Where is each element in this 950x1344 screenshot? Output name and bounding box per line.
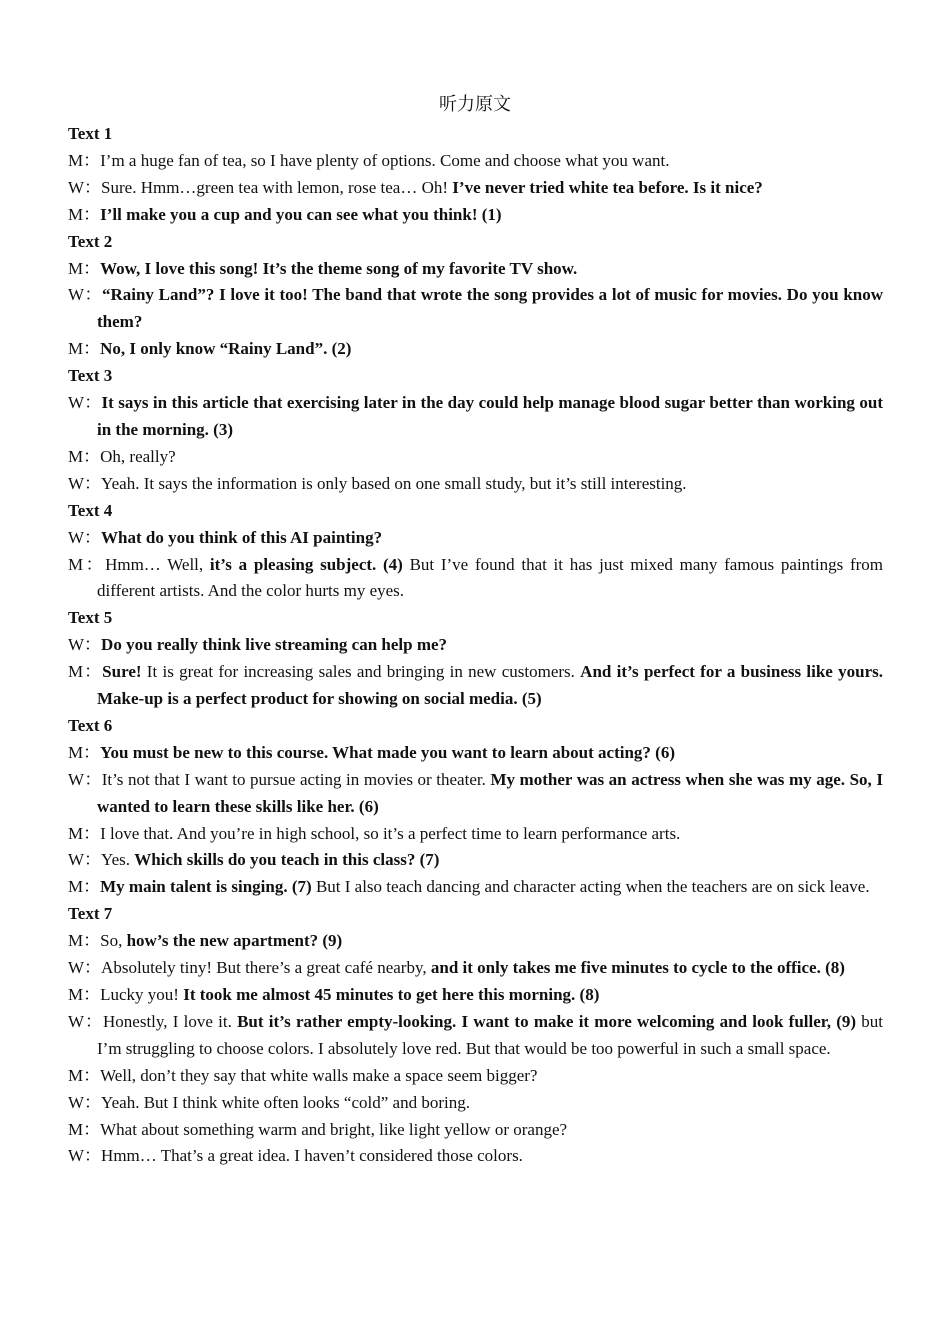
speaker-label: M： <box>68 823 101 843</box>
dialogue-line <box>68 740 883 767</box>
key-phrase: Do you really think live streaming can help me? <box>101 635 448 655</box>
transcript-body <box>68 121 883 1170</box>
dialogue-text: Hmm… That’s a great idea. I haven’t considered those colors. <box>101 1146 523 1166</box>
dialogue-line <box>68 390 883 444</box>
dialogue-line <box>68 256 883 283</box>
dialogue-text: Honestly, I love it. <box>103 1011 238 1031</box>
dialogue-line <box>68 471 883 498</box>
dialogue-line <box>68 821 883 848</box>
dialogue-line <box>68 552 883 606</box>
key-phrase: You must be new to this course. What made you want to learn about acting? (6) <box>100 742 675 762</box>
dialogue-line <box>68 847 883 874</box>
dialogue-text: Hmm… Well, <box>105 554 210 574</box>
section-heading: Text 4 <box>68 500 113 520</box>
speaker-label: M： <box>68 662 103 682</box>
key-phrase: Wow, I love this song! It’s the theme song of my favorite TV show. <box>100 258 578 278</box>
key-phrase: I’ve never tried white tea before. Is it nice? <box>452 177 763 197</box>
speaker-label: W： <box>68 958 102 978</box>
speaker-label: W： <box>68 769 102 789</box>
dialogue-text: Sure. Hmm…green tea with lemon, rose tea… Oh! <box>101 177 453 197</box>
dialogue-line <box>68 928 883 955</box>
dialogue-line <box>68 1090 883 1117</box>
dialogue-line <box>68 525 883 552</box>
dialogue-text: Absolutely tiny! But there’s a great café nearby, <box>101 958 431 978</box>
dialogue-text: I’m a huge fan of tea, so I have plenty of options. Come and choose what you want. <box>100 150 670 170</box>
speaker-label: M： <box>68 339 101 359</box>
dialogue-line <box>68 874 883 901</box>
dialogue-line <box>68 1143 883 1170</box>
dialogue-line <box>68 1009 883 1063</box>
speaker-label: M： <box>68 258 101 278</box>
key-phrase: Which skills do you teach in this class? (7) <box>134 850 440 870</box>
dialogue-line <box>68 444 883 471</box>
speaker-label: W： <box>68 635 102 655</box>
key-phrase: and it only takes me five minutes to cycle to the office. (8) <box>430 958 845 978</box>
dialogue-text: Lucky you! <box>100 985 184 1004</box>
speaker-label: W： <box>68 393 102 413</box>
speaker-label: M： <box>68 931 101 951</box>
dialogue-line <box>68 1063 883 1090</box>
page-title: 听力原文 <box>439 94 511 115</box>
section-heading: Text 5 <box>68 608 113 628</box>
dialogue-line <box>68 175 883 202</box>
key-phrase: it’s a pleasing subject. (4) <box>209 554 403 574</box>
key-phrase: My mother was an actress when she was my age. So, I wanted to learn these skills like her. (6) <box>97 769 883 816</box>
key-phrase: It says in this article that exercising later in the day could help manage blood sugar better than working out in the morning. (3) <box>97 393 884 439</box>
dialogue-text: But I’ve found that it has just mixed many famous paintings from different artists. And the color hurts my eyes. <box>97 554 883 601</box>
speaker-label: M： <box>68 1065 101 1085</box>
dialogue-text: Well, don’t they say that white walls make a space seem bigger? <box>100 1065 538 1085</box>
key-phrase: But it’s rather empty-looking. I want to make it more welcoming and look fuller, (9) <box>237 1011 857 1031</box>
speaker-label: M： <box>68 150 101 170</box>
speaker-label: M： <box>68 446 101 466</box>
dialogue-text: It’s not that I want to pursue acting in movies or theater. <box>101 769 491 789</box>
dialogue-text: Oh, really? <box>100 446 176 466</box>
dialogue-line <box>68 659 883 713</box>
speaker-label: W： <box>68 1146 102 1166</box>
speaker-label: W： <box>68 1092 102 1112</box>
key-phrase: It took me almost 45 minutes to get here this morning. (8) <box>183 985 600 1004</box>
speaker-label: W： <box>68 177 102 197</box>
key-phrase: No, I only know “Rainy Land”. (2) <box>100 339 352 359</box>
dialogue-text: So, <box>100 931 127 951</box>
speaker-label: W： <box>68 1011 103 1031</box>
speaker-label: M： <box>68 985 101 1004</box>
section-heading: Text 6 <box>68 715 113 735</box>
speaker-label: W： <box>68 285 102 305</box>
dialogue-line <box>68 282 883 336</box>
speaker-label: M： <box>68 742 101 762</box>
dialogue-line <box>68 202 883 229</box>
dialogue-text: I love that. And you’re in high school, so it’s a perfect time to learn performance arts. <box>100 823 681 843</box>
dialogue-line <box>68 982 883 1009</box>
section-heading: Text 7 <box>68 904 113 924</box>
speaker-label: W： <box>68 527 102 547</box>
key-phrase: My main talent is singing. (7) <box>100 877 312 897</box>
dialogue-line <box>68 767 883 821</box>
section-heading: Text 1 <box>68 124 113 143</box>
section-heading: Text 2 <box>68 231 113 251</box>
key-phrase: And it’s perfect for a business like yours. Make-up is a perfect product for showing on social media. (5) <box>97 662 883 709</box>
dialogue-text: But I also teach dancing and character acting when the teachers are on sick leave. <box>311 877 870 897</box>
dialogue-text: Yeah. But I think white often looks “cold” and boring. <box>101 1092 470 1112</box>
key-phrase: “Rainy Land”? I love it too! The band that wrote the song provides a lot of music for movies. Do you know them? <box>97 285 883 332</box>
speaker-label: W： <box>68 473 102 493</box>
dialogue-line <box>68 148 883 175</box>
dialogue-text: but I’m struggling to choose colors. I absolutely love red. But that would be too powerful in such a small space. <box>97 1011 884 1058</box>
speaker-label: M： <box>68 877 101 897</box>
dialogue-line <box>68 632 883 659</box>
key-phrase: how’s the new apartment? (9) <box>126 931 343 951</box>
speaker-label: M： <box>68 554 106 574</box>
key-phrase: Sure! <box>102 662 142 682</box>
dialogue-line <box>68 1117 883 1144</box>
dialogue-text: It is great for increasing sales and bringing in new customers. <box>141 662 581 682</box>
key-phrase: What do you think of this AI painting? <box>101 527 383 547</box>
speaker-label: M： <box>68 204 101 224</box>
key-phrase: I’ll make you a cup and you can see what you think! (1) <box>100 204 502 224</box>
dialogue-text: What about something warm and bright, like light yellow or orange? <box>100 1119 568 1139</box>
dialogue-line <box>68 336 883 363</box>
dialogue-line <box>68 955 883 982</box>
speaker-label: M： <box>68 1119 101 1139</box>
section-heading: Text 3 <box>68 366 113 386</box>
dialogue-text: Yeah. It says the information is only based on one small study, but it’s still interesting. <box>101 473 687 493</box>
dialogue-text: Yes. <box>101 850 135 870</box>
speaker-label: W： <box>68 850 102 870</box>
